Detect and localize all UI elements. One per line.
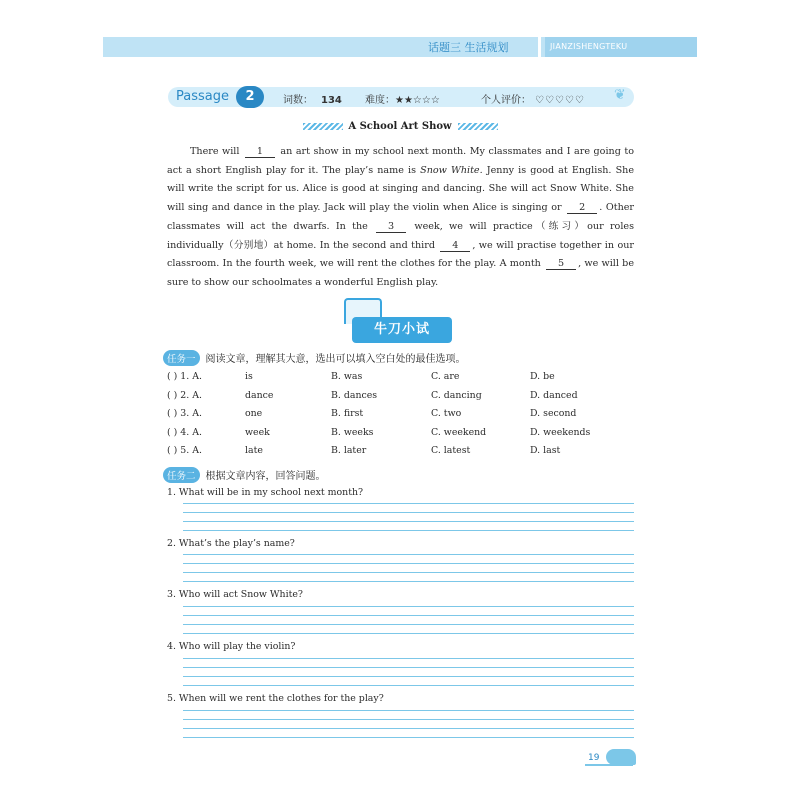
leaf-icon: ❦ [614,87,626,103]
word-count [283,91,342,106]
choice-d[interactable]: D. be [530,371,555,382]
word-count-value: 134 [321,95,342,106]
choice-a[interactable]: week [245,427,270,438]
choice-number: ( ) 2. A. [167,390,202,401]
choice-number: ( ) 5. A. [167,445,202,456]
blank-3: 3 [376,221,406,233]
difficulty [365,91,440,106]
passage-number: 2 [236,86,264,108]
section-badge: 牛刀小试 [352,317,452,343]
answer-lines-5[interactable] [183,710,634,746]
task-one-instruction: 阅读文章，理解其大意，选出可以填入空白处的最佳选项。 [205,354,466,365]
choice-number: ( ) 1. A. [167,371,202,382]
task-two-tag: 任务二 [163,467,200,483]
play-name: Snow White [420,164,480,176]
task-one-heading [163,350,466,366]
passage-text [167,143,634,293]
choice-c[interactable]: C. are [431,371,460,382]
choice-number: ( ) 3. A. [167,408,202,419]
passage-part: . Jenny is good at English. She will write the script for us. Alice is good at singing and dancing. She will act Snow White. She will sing and dance in the play. Jack will play the violin when Alice is singing or [167,164,634,214]
passage-part: week, we will practice（练习）our roles individually（分别地）at home. In the second and third [167,220,634,251]
question-4: 4. Who will play the violin? [167,641,296,652]
choice-b[interactable]: B. dances [331,390,378,401]
choice-b[interactable]: B. later [331,445,367,456]
choice-c[interactable]: C. two [431,408,462,419]
choice-a[interactable]: is [245,371,253,382]
task-one-tag: 任务一 [163,350,200,366]
choice-d[interactable]: D. weekends [530,427,591,438]
passage-part: There will [190,146,243,157]
task-two-heading [163,467,326,483]
choice-number: ( ) 4. A. [167,427,202,438]
choice-a[interactable]: dance [245,390,274,401]
rating-label: 个人评价： [481,95,531,106]
choice-b[interactable]: B. weeks [331,427,374,438]
choice-c[interactable]: C. dancing [431,390,482,401]
rating-hearts: ♡♡♡♡♡ [535,95,585,106]
choice-d[interactable]: D. last [530,445,561,456]
choice-a[interactable]: one [245,408,263,419]
choice-d[interactable]: D. second [530,408,577,419]
passage-label: Passage [176,89,229,104]
page-number: 19 [588,753,600,763]
blank-4: 4 [440,240,470,252]
wave-line [585,764,633,766]
choice-a[interactable]: late [245,445,263,456]
question-3: 3. Who will act Snow White? [167,589,303,600]
whale-icon [606,749,636,765]
answer-lines-3[interactable] [183,606,634,642]
passage-part: an art show in my school next month. My classmates and I are going to act a short English play for it. The play’s name is [167,146,634,176]
choice-b[interactable]: B. was [331,371,363,382]
passage-part: , we will be sure to show our schoolmates a wonderful English play. [167,258,634,288]
choice-d[interactable]: D. danced [530,390,578,401]
blank-5: 5 [546,258,576,270]
passage-part: . Other classmates will act the dwarfs. In the [167,202,635,232]
rating [481,91,585,106]
choice-c[interactable]: C. weekend [431,427,487,438]
blank-1: 1 [245,146,275,158]
choice-c[interactable]: C. latest [431,445,471,456]
difficulty-label: 难度： [365,95,395,106]
answer-lines-2[interactable] [183,554,634,590]
header-code: JIANZISHENGTEKU [550,42,628,51]
header-topic: 话题三 生活规划 [428,41,509,54]
difficulty-stars: ★★☆☆☆ [395,95,440,106]
word-count-label: 词数： [283,95,313,106]
question-5: 5. When will we rent the clothes for the play? [167,693,384,704]
passage-title: A School Art Show [348,121,452,132]
header-separator [538,37,541,57]
passage-part: , we will practise together in our classroom. In the fourth week, we will rent the clothes for the play. A month [167,239,634,270]
blank-2: 2 [567,202,597,214]
answer-lines-1[interactable] [183,503,634,539]
question-2: 2. What’s the play’s name? [167,538,295,549]
task-two-instruction: 根据文章内容，回答问题。 [205,471,326,482]
answer-lines-4[interactable] [183,658,634,694]
question-1: 1. What will be in my school next month? [167,487,364,498]
choice-b[interactable]: B. first [331,408,364,419]
